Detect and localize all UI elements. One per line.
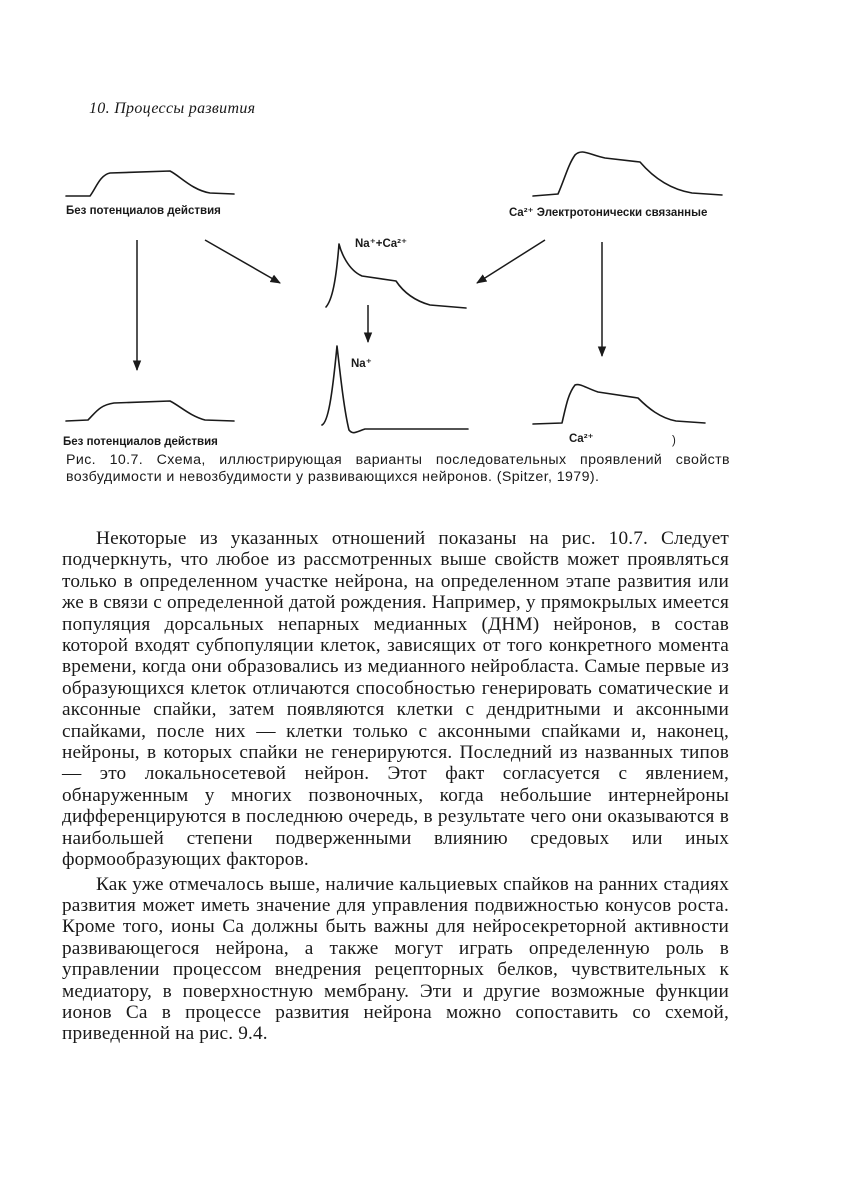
paragraph-1: Некоторые из указанных отношений показаны на рис. 10.7. Следует подчеркнуть, что любое из рассмотренных выше свойств может проявляться только в определенном участке нейрона, на определенном этапе развития или же в связи с определенной датой рождения. Например, у прямокрылых имеется популяция дорсальных непарных медианных (ДНМ) нейронов, в состав которой входят субпопуляции клеток, зависящих от того конкретного момента времени, когда они образовались из медианного нейробласта. Самые первые из образующихся клеток отличаются способностью генерировать соматические и аксонные спайки, затем появляются клетки с дендритными и аксонными спайками, после них — клетки только с аксонными спайками и, наконец, нейроны, в которых спайки не генерируются. Последний из названных типов — это локальносетевой нейрон. Этот факт согласуется с явлением, обнаруженным у многих позвоночных, когда небольшие интернейроны дифференцируются в последнюю очередь, в результате чего они оказываются в наибольшей степени подверженными влиянию средовых или иных формообразующих факторов. [62,528,729,871]
label-na-ca: Na⁺+Ca²⁺ [355,238,408,250]
figure-10-7 [0,0,857,460]
label-bottom-right: Ca²⁺ [569,433,594,445]
figure-diagram [0,0,857,460]
running-header: 10. Процессы развития [89,100,256,117]
trace-no-ap-top [66,171,234,196]
figure-caption: Рис. 10.7. Схема, иллюстрирующая варианты последовательных проявлений свойств возбудимости и невозбудимости у развивающихся нейронов. (Spitzer, 1979). [66,452,730,485]
stray-mark: ) [672,435,676,447]
trace-na [322,346,468,433]
trace-no-ap-bottom [66,401,234,421]
trace-ca-bottom [533,385,705,424]
body-text [62,528,729,1045]
label-na: Na⁺ [351,358,372,370]
paragraph-2: Как уже отмечалось выше, наличие кальциевых спайков на ранних стадиях развития может иметь значение для управления подвижностью конусов роста. Кроме того, ионы Ca должны быть важны для нейросекреторной активности развивающегося нейрона, а также могут играть определенную роль в управлении процессом внедрения рецепторных белков, чувствительных к медиатору, в поверхностную мембрану. Эти и другие возможные функции ионов Ca в процессе развития нейрона можно сопоставить со схемой, приведенной на рис. 9.4. [62,873,729,1045]
trace-ca-coupled-top [533,152,722,196]
label-bottom-left: Без потенциалов действия [63,436,218,448]
arrow-left-diagonal [205,240,280,283]
arrow-right-diagonal [477,240,545,283]
label-top-right: Ca²⁺ Электротонически связанные [509,207,708,219]
label-top-left: Без потенциалов действия [66,205,221,217]
trace-na-ca [326,244,466,308]
